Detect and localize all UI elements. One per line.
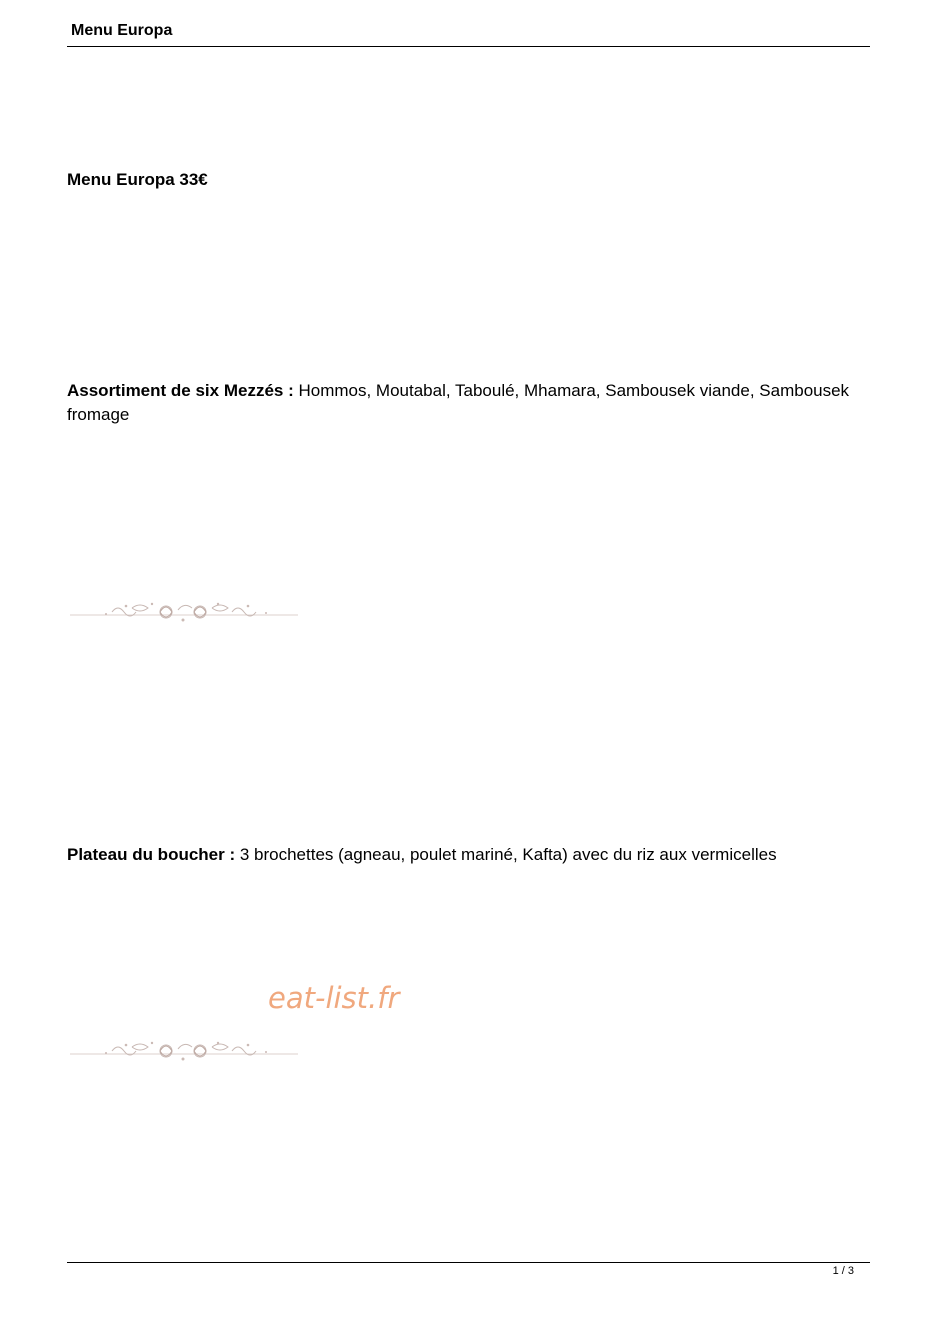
- floral-ornament-icon: [70, 1033, 300, 1069]
- menu-heading: Menu Europa 33€: [67, 170, 208, 189]
- course-description: 3 brochettes (agneau, poulet mariné, Kafta) avec du riz aux vermicelles: [239, 845, 777, 864]
- header-divider: [67, 46, 870, 47]
- header-title: Menu Europa: [71, 22, 173, 39]
- footer-divider: [67, 1262, 870, 1263]
- course-plateau: [67, 843, 867, 867]
- page-number: 1 / 3: [832, 1265, 854, 1277]
- watermark: eat-list.fr: [268, 981, 400, 1015]
- course-label: Assortiment de six Mezzés :: [67, 381, 299, 400]
- course-mezzes: [67, 379, 867, 427]
- course-label: Plateau du boucher :: [67, 845, 240, 864]
- floral-ornament-icon: [70, 594, 300, 630]
- course-description: Hommos, Moutabal, Taboulé, Mhamara, Sambousek viande, Sambousek fromage: [67, 381, 850, 424]
